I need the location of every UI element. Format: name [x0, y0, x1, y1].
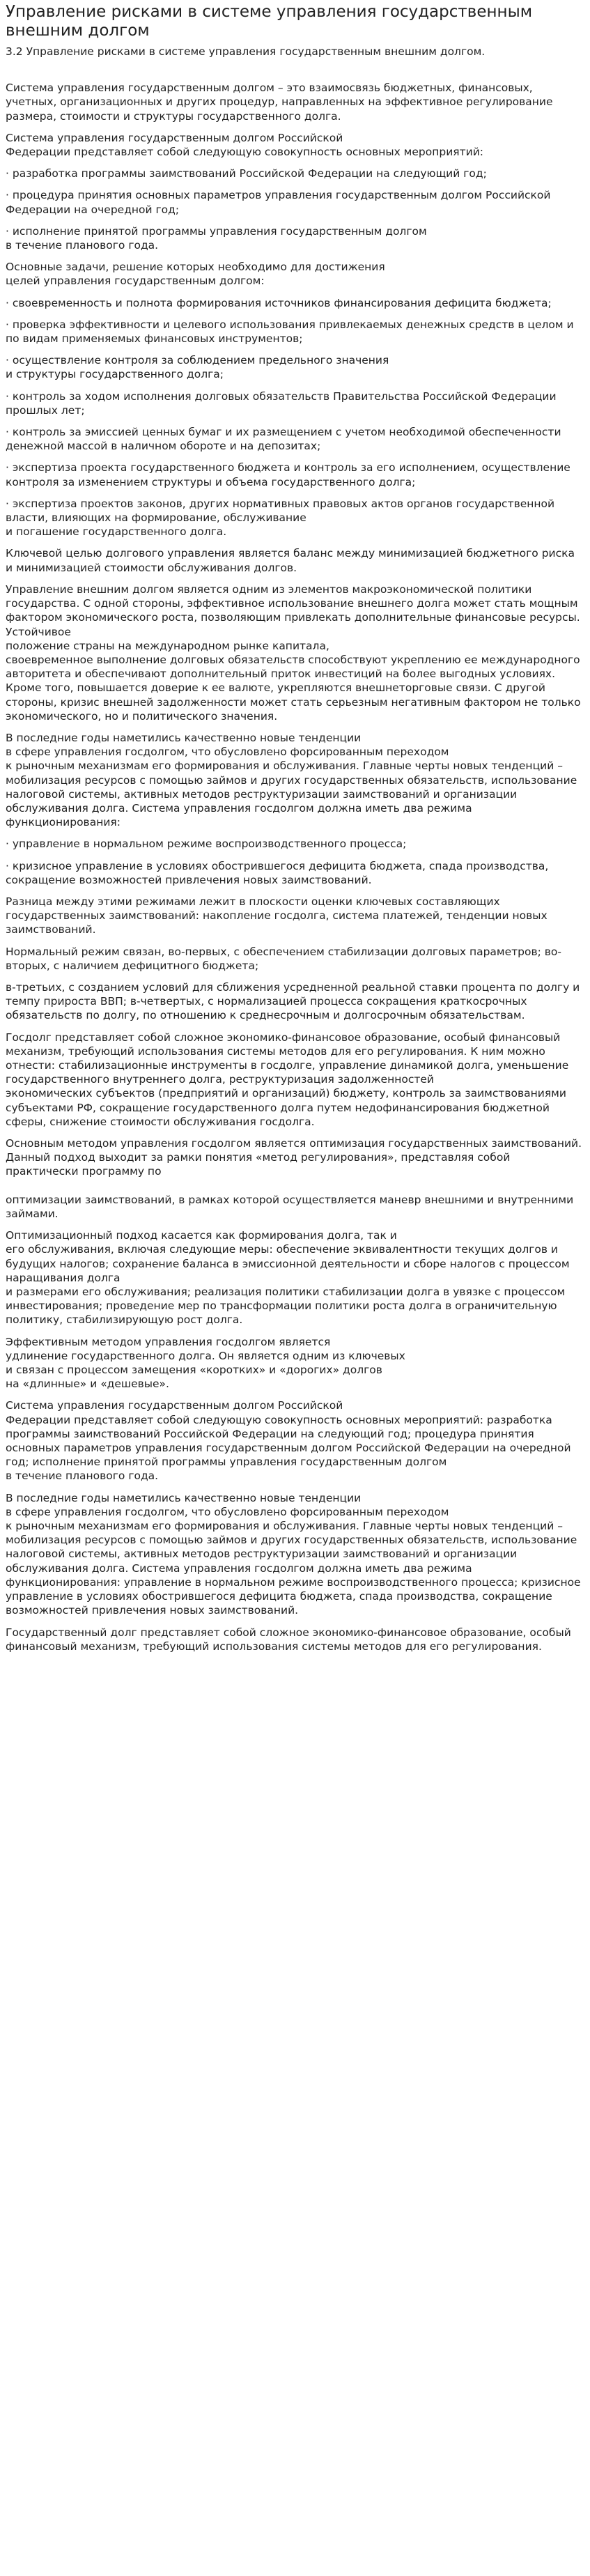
list-item: · осуществление контроля за соблюдением предельного значения и структуры государственного долга;: [6, 354, 389, 381]
page-title: Управление рисками в системе управления государственным внешним долгом: [6, 3, 533, 40]
paragraph: Государственный долг представляет собой сложное экономико-финансовое образование, особый финансовый механизм, требующий использования системы методов для его регулирования.: [6, 1626, 571, 1653]
list-item: · контроль за ходом исполнения долговых обязательств Правительства Российской Федерации прошлых лет;: [6, 390, 557, 417]
paragraph: В последние годы наметились качественно новые тенденции в сфере управления госдолгом, что обусловлено форсированным переходом к рыночным механизмам его формирования и обслуживания. Главные черты новых тенденций – мобилизация ресурсов с помощью займов и других государственных обязательств, использование налоговой системы, активных методов реструктуризации заимствований и организации обслуживания долга. Система управления госдолгом должна иметь два режима функционирования: управление в нормальном режиме воспроизводственного процесса; кризисное управление в условиях обострившегося дефицита бюджета, спада производства, сокращение возможностей привлечения новых заимствований.: [6, 1491, 581, 1617]
section-heading: 3.2 Управление рисками в системе управления государственным внешним долгом.: [6, 45, 486, 58]
list-item: · процедура принятия основных параметров управления государственным долгом Российской Федерации на очередной год;: [6, 189, 551, 216]
paragraph: В последние годы наметились качественно новые тенденции в сфере управления госдолгом, что обусловлено форсированным переходом к рыночным механизмам его формирования и обслуживания. Главные черты новых тенденций – мобилизация ресурсов с помощью займов и других государственных обязательств, использование налоговой системы, активных методов реструктуризации заимствований и организации обслуживания долга. Система управления госдолгом должна иметь два режима функционирования:: [6, 731, 577, 829]
list-item: · разработка программы заимствований Российской Федерации на следующий год;: [6, 167, 487, 180]
list-item: · контроль за эмиссией ценных бумаг и их размещением с учетом необходимой обеспеченности денежной массой в наличном обороте и на депозитах;: [6, 426, 561, 453]
paragraph: Основные задачи, решение которых необходимо для достижения целей управления государственным долгом:: [6, 261, 385, 288]
paragraph: Госдолг представляет собой сложное экономико-финансовое образование, особый финансовый механизм, требующий использования системы методов для его регулирования. К ним можно отнести: стабилизационные инструменты в госдолге, управление динамикой долга, уменьшение государственного внутреннего долга, реструктуризация задолженностей экономических субъектов (предприятий и организаций) бюджету, контроль за заимствованиями субъектами РФ, сокращение государственного долга путем недофинансирования бюджетной сферы, снижение стоимости обслуживания госдолга.: [6, 1031, 569, 1128]
paragraph: Система управления государственным долгом Российской Федерации представляет собой следующую совокупность основных мероприятий: разработка программы заимствований Российской Федерации на следующий год; процедура принятия основных параметров управления государственным долгом Российской Федерации на очередной год; исполнение принятой программы управления государственным долгом в течение планового года.: [6, 1399, 571, 1483]
paragraph: Эффективным методом управления госдолгом является удлинение государственного долга. Он является одним из ключевых и связан с процессом замещения «коротких» и «дорогих» долгов на «длинные» и «дешевые».: [6, 1335, 405, 1391]
paragraph: Оптимизационный подход касается как формирования долга, так и его обслуживания, включая следующие меры: обеспечение эквивалентности текущих долгов и будущих налогов; сохранение баланса в эмиссионной деятельности и сборе налогов с процессом наращивания долга и размерами его обслуживания; реализация политики стабилизации долга в увязке с процессом инвестирования; проведение мер по трансформации политики роста долга в ограничительную политику, стабилизирующую рост долга.: [6, 1229, 570, 1327]
paragraph: Система управления государственным долгом Российской Федерации представляет собой следующую совокупность основных мероприятий:: [6, 131, 483, 159]
paragraph: Управление внешним долгом является одним из элементов макроэкономической политики государства. С одной стороны, эффективное использование внешнего долга может стать мощным фактором экономического роста, позволяющим привлекать дополнительные финансовые ресурсы. Устойчивое положение страны на международном рынке капитала, своевременное выполнение долговых обязательств способствуют укреплению ее международного авторитета и обеспечивают дополнительный приток инвестиций на более выгодных условиях. Кроме того, повышается доверие к ее валюте, укрепляются внешнеторговые связи. С другой стороны, кризис внешней задолженности может стать серьезным негативным фактором не только экономического, но и политического значения.: [6, 583, 581, 723]
list-item: · проверка эффективности и целевого использования привлекаемых денежных средств в целом и по видам применяемых финансовых инструментов;: [6, 318, 574, 346]
list-item: · экспертиза проекта государственного бюджета и контроль за его исполнением, осуществление контроля за изменением структуры и объема государственного долга;: [6, 461, 570, 488]
list-item: · экспертиза проектов законов, других нормативных правовых актов органов государственной власти, влияющих на формирование, обслуживание и погашение государственного долга.: [6, 497, 555, 539]
list-item: · своевременность и полнота формирования источников финансирования дефицита бюджета;: [6, 296, 552, 309]
list-item: · управление в нормальном режиме воспроизводственного процесса;: [6, 838, 407, 851]
paragraph: Система управления государственным долгом – это взаимосвязь бюджетных, финансовых, учетных, организационных и других процедур, направленных на эффективное регулирование размера, стоимости и структуры государственного долга.: [6, 82, 553, 123]
list-item: · кризисное управление в условиях обострившегося дефицита бюджета, спада производства, сокращение возможностей привлечения новых заимствований.: [6, 859, 549, 886]
list-item: · исполнение принятой программы управления государственным долгом в течение планового года.: [6, 224, 427, 252]
paragraph: Ключевой целью долгового управления является баланс между минимизацией бюджетного риска и минимизацией стоимости обслуживания долгов.: [6, 547, 575, 574]
paragraph: Разница между этими режимами лежит в плоскости оценки ключевых составляющих государственных заимствований: накопление госдолга, система платежей, тенденции новых заимствований.: [6, 895, 548, 936]
paragraph: в-третьих, с созданием условий для сближения усредненной реальной ставки процента по долгу и темпу прироста ВВП; в-четвертых, с нормализацией процесса сокращения краткосрочных обязательств по долгу, по отношению к среднесрочным и долгосрочным обязательствам.: [6, 980, 580, 1022]
paragraph: Нормальный режим связан, во-первых, с обеспечением стабилизации долговых параметров; во-вторых, с наличием дефицитного бюджета;: [6, 945, 562, 972]
paragraph: Основным методом управления госдолгом является оптимизация государственных заимствований. Данный подход выходит за рамки понятия «метод регулирования», представляя собой практически программу по оптимизации заимствований, в рамках которой осуществляется маневр внешними и внутренними займами.: [6, 1137, 582, 1221]
